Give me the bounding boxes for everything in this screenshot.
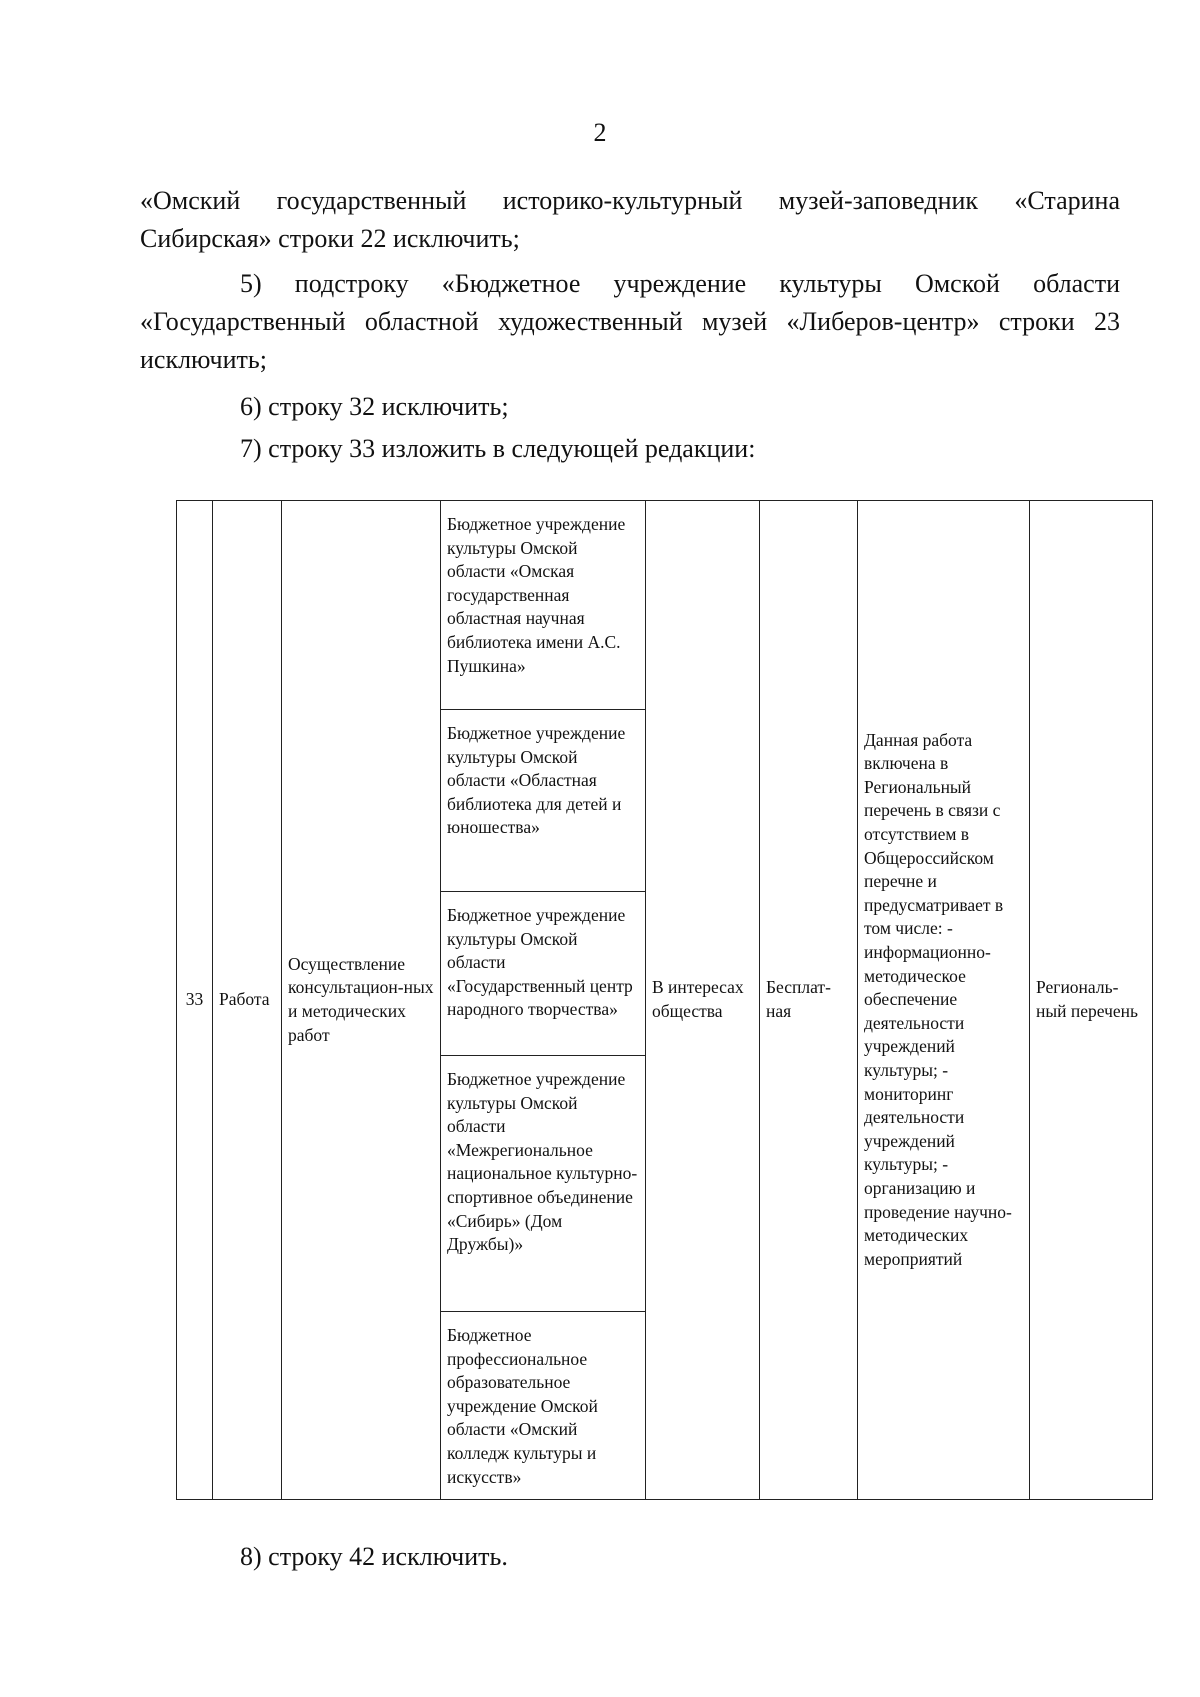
row-number: 33: [185, 989, 204, 1010]
payment-type: Бесплат-ная: [766, 977, 831, 1021]
list-cell: [1030, 501, 1153, 1500]
row-number-cell: [177, 501, 213, 1500]
name-cell: [282, 501, 441, 1500]
work-type: Работа: [219, 989, 270, 1010]
services-table: [176, 500, 1153, 1500]
organization-item: Бюджетное учреждение культуры Омской области «Омская государственная областная научная библиотека имени А.С. Пушкина»: [441, 501, 645, 710]
note-cell: [858, 501, 1030, 1500]
list-type: Региональ-ный перечень: [1036, 977, 1138, 1021]
paragraph-item-6: 6) строку 32 исключить;: [240, 392, 509, 421]
page-number: 2: [593, 118, 607, 147]
organization-item: Бюджетное учреждение культуры Омской области «Областная библиотека для детей и юношества»: [441, 710, 645, 892]
payment-cell: [760, 501, 858, 1500]
consumer-category: В интересах общества: [652, 977, 744, 1021]
paragraph-item-5: 5) подстроку «Бюджетное учреждение культуры Омской области «Государственный областной художественный музей «Либеров-центр» строки 23 исключить;: [140, 269, 1120, 374]
interest-cell: [646, 501, 760, 1500]
note-text: Данная работа включена в Региональный перечень в связи с отсутствием в Общероссийском перечне и предусматривает в том числе: - информационно-методическое обеспечение деятельности учреждений культуры; - мониторинг деятельности учреждений культуры; - организацию и проведение научно-методических мероприятий: [864, 729, 1012, 1269]
organizations-cell: [441, 501, 646, 1500]
paragraph-item-8: 8) строку 42 исключить.: [240, 1542, 508, 1571]
paragraph-intro: «Омский государственный историко-культурный музей-заповедник «Старина Сибирская» строки 22 исключить;: [140, 186, 1120, 253]
work-name: Осуществление консультацион-ных и методических работ: [288, 953, 434, 1045]
organization-item: Бюджетное учреждение культуры Омской области «Межрегиональное национальное культурно-спортивное объединение «Сибирь» (Дом Дружбы)»: [441, 1056, 645, 1312]
type-cell: [213, 501, 282, 1500]
organizations-list: [441, 501, 645, 1499]
organization-item: Бюджетное профессиональное образовательное учреждение Омской области «Омский колледж культуры и искусств»: [447, 1325, 598, 1487]
paragraph-item-7: 7) строку 33 изложить в следующей редакции:: [240, 434, 756, 463]
organization-item: Бюджетное учреждение культуры Омской области «Государственный центр народного творчества»: [441, 892, 645, 1056]
table-row: [177, 501, 1153, 1500]
